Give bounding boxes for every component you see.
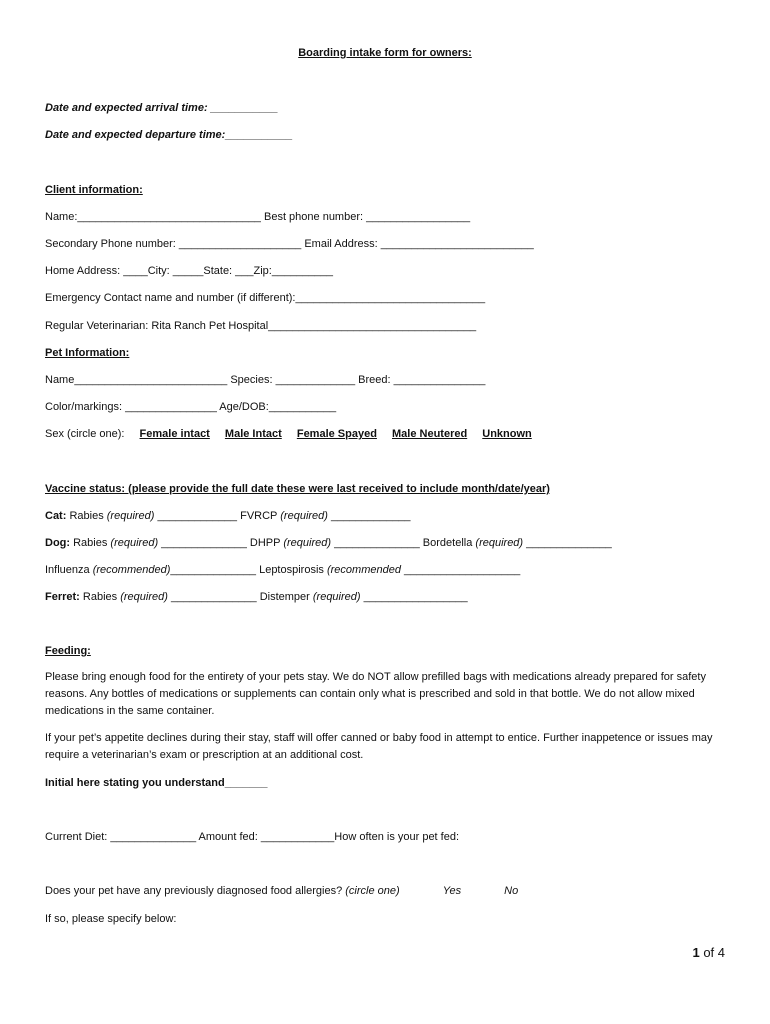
influenza-field[interactable]: ______________ [170,564,257,576]
ferret-distemper-required: (required) [312,591,361,603]
influenza-label: Influenza [45,564,90,576]
ferret-rabies-field[interactable]: ______________ [170,591,257,603]
client-info-heading: Client information: [45,184,143,196]
dog-dhpp-required: (required) [283,537,332,549]
leptospirosis-field[interactable]: ___________________ [404,564,521,576]
appetite-paragraph: If your pet’s appetite declines during their stay, staff will offer canned or baby food in attempt to entice. Further inappetence or issues may require a veterinarian’s exam or prescription at an additional cost. [45,732,713,761]
dog-dhpp-field[interactable]: ______________ [334,537,420,549]
cat-vaccine-line [45,509,411,523]
sex-label: Sex (circle one): [45,428,125,440]
veterinarian-field[interactable]: Regular Veterinarian: Rita Ranch Pet Hospital__________________________________ [45,320,477,332]
pet-name-field[interactable]: Name_________________________ Species: _____________ Breed: _______________ [45,374,486,386]
sex-option-female-spayed[interactable]: Female Spayed [296,428,377,440]
sex-option-male-intact[interactable]: Male Intact [224,428,282,440]
leptospirosis-recommended: (recommended [326,564,401,576]
ferret-distemper-label: Distemper [259,591,310,603]
ferret-vaccine-line [45,590,468,604]
sex-option-male-neutered[interactable]: Male Neutered [392,428,468,440]
feeding-heading: Feeding: [45,645,91,657]
form-title: Boarding intake form for owners: [298,47,472,59]
allergy-question-text: Does your pet have any previously diagnosed food allergies? [45,885,343,897]
ferret-rabies-label: Rabies [82,591,118,603]
ferret-distemper-field[interactable]: _________________ [363,591,468,603]
allergy-yes-option[interactable]: Yes [442,885,462,897]
cat-fvrcp-label: FVRCP [240,510,278,522]
allergy-specify-prompt: If so, please specify below: [45,913,177,925]
cat-label: Cat: [45,510,67,522]
dog-label: Dog: [45,537,71,549]
secondary-phone-field[interactable]: Secondary Phone number: ____________________ Email Address: _________________________ [45,238,534,250]
cat-fvrcp-required: (required) [280,510,328,522]
sex-selection [45,427,532,441]
food-allergy-question [45,884,518,898]
page-current: 1 [692,945,700,960]
cat-rabies-label: Rabies [69,510,104,522]
ferret-label: Ferret: [45,591,80,603]
initial-understand-field[interactable]: Initial here stating you understand_______ [45,777,268,789]
vaccine-heading: Vaccine status: (please provide the full date these were last received to include month/date/year) [45,483,550,495]
optional-vaccine-line [45,563,520,577]
cat-rabies-field[interactable]: _____________ [157,510,238,522]
dog-bordetella-required: (required) [475,537,524,549]
color-markings-field[interactable]: Color/markings: _______________ Age/DOB:___________ [45,401,337,413]
influenza-recommended: (recommended) [92,564,171,576]
sex-option-unknown[interactable]: Unknown [482,428,532,440]
page-indicator [692,945,725,960]
dog-rabies-field[interactable]: ______________ [161,537,247,549]
cat-rabies-required: (required) [106,510,155,522]
ferret-rabies-required: (required) [120,591,168,603]
pet-info-heading: Pet Information: [45,347,130,359]
dog-rabies-label: Rabies [73,537,108,549]
cat-fvrcp-field[interactable]: _____________ [331,510,411,522]
emergency-contact-field[interactable]: Emergency Contact name and number (if different):_______________________________ [45,292,486,304]
departure-time-field[interactable]: Date and expected departure time:___________ [45,129,293,141]
page-total: of 4 [703,945,725,960]
arrival-time-field[interactable]: Date and expected arrival time: ___________ [45,102,278,114]
dog-bordetella-label: Bordetella [422,537,473,549]
client-name-field[interactable]: Name:______________________________ Best phone number: _________________ [45,211,471,223]
dog-vaccine-line [45,536,612,550]
allergy-circle-hint: (circle one) [345,885,400,897]
feeding-policy-paragraph: Please bring enough food for the entirety of your pets stay. We do NOT allow prefilled bags with medications already prepared for safety reasons. Any bottles of medications or supplements can contain only what is prescribed and sold in that bottle. We do not allow mixed medications in the same container. [45,671,706,717]
home-address-field[interactable]: Home Address: ____City: _____State: ___Zip:__________ [45,265,334,277]
dog-rabies-required: (required) [110,537,159,549]
dog-bordetella-field[interactable]: ______________ [526,537,612,549]
current-diet-field[interactable]: Current Diet: ______________ Amount fed: ____________How often is your pet fed: [45,831,460,843]
dog-dhpp-label: DHPP [249,537,281,549]
sex-option-female-intact[interactable]: Female intact [139,428,210,440]
allergy-no-option[interactable]: No [504,885,519,897]
leptospirosis-label: Leptospirosis [259,564,324,576]
